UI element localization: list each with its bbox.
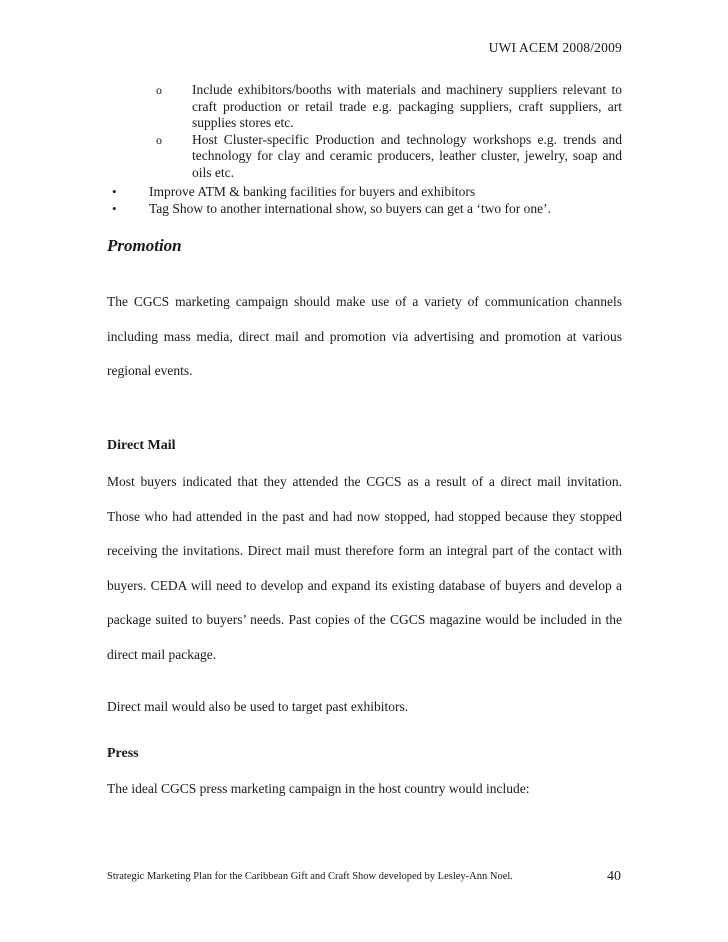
circle-bullet-icon: o: [156, 132, 162, 147]
sub-list-item-text: Host Cluster-specific Production and technology workshops e.g. trends and technology for clay and ceramic producers, leather cluster, jewelry, soap and oils etc.: [192, 131, 622, 180]
list-item: [112, 200, 632, 217]
section-heading-direct-mail: Direct Mail: [107, 438, 176, 453]
page-number: 40: [607, 869, 621, 884]
sub-list-item: [156, 131, 622, 182]
promotion-paragraph: The CGCS marketing campaign should make use of a variety of communication channels including mass media, direct mail and promotion via advertising and promotion at various regional events.: [107, 294, 622, 378]
list-item-text: Tag Show to another international show, so buyers can get a ‘two for one’.: [149, 201, 551, 216]
page-header: UWI ACEM 2008/2009: [488, 40, 622, 55]
bullet-list: [112, 183, 632, 217]
list-item-text: Improve ATM & banking facilities for buyers and exhibitors: [149, 184, 476, 199]
section-heading-promotion: Promotion: [107, 236, 182, 255]
press-paragraph: The ideal CGCS press marketing campaign in the host country would include:: [107, 781, 530, 796]
bullet-icon: •: [112, 184, 117, 199]
circle-bullet-icon: o: [156, 83, 162, 97]
direct-mail-paragraph-2: Direct mail would also be used to target past exhibitors.: [107, 699, 409, 714]
direct-mail-paragraph: Most buyers indicated that they attended the CGCS as a result of a direct mail invitation. Those who had attended in the past and had now stopped, had stopped because they stopped receiving the invitations. Direct mail must therefore form an integral part of the contact with buyers. CEDA will need to develop and expand its existing database of buyers and develop a package suited to buyers’ needs. Past copies of the CGCS magazine would be included in the direct mail package.: [107, 474, 622, 662]
section-heading-press: Press: [107, 746, 139, 761]
sub-list-item-text: Include exhibitors/booths with materials and machinery suppliers relevant to craft production or retail trade e.g. packaging suppliers, craft suppliers, art supplies stores etc.: [192, 82, 622, 130]
bullet-icon: •: [112, 201, 117, 216]
footer-text: Strategic Marketing Plan for the Caribbean Gift and Craft Show developed by Lesley-Ann Noel.: [107, 871, 513, 882]
sub-bullet-list: [156, 82, 622, 181]
list-item: [112, 183, 632, 200]
sub-list-item: [156, 82, 622, 132]
